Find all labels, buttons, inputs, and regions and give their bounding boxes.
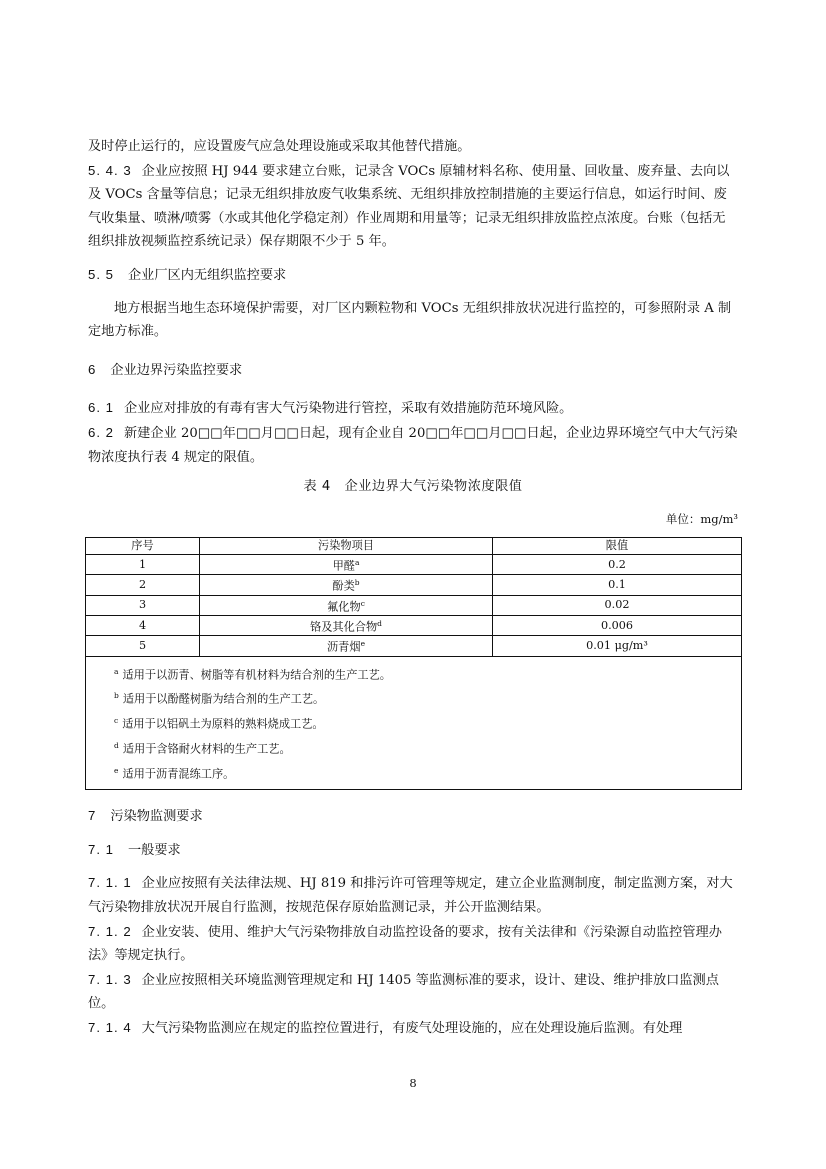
document-body — [88, 135, 738, 1041]
row-limit: 0.02 — [493, 595, 742, 615]
row-pollutant — [200, 575, 493, 595]
paragraph-cont: 及时停止运行的，应设置废气应急处理设施或采取其他替代措施。 — [88, 139, 471, 154]
clause-number: 6. 1 — [88, 400, 114, 416]
note-mark: a — [354, 557, 360, 567]
row-limit: 0.006 — [493, 615, 742, 635]
table-title: 表 4 企业边界大气污染物浓度限值 — [303, 479, 523, 495]
pollutant-name: 铬及其化合物 — [310, 620, 378, 634]
heading-number: 7. 1 — [88, 841, 114, 857]
note-mark: c — [360, 598, 365, 608]
table-row — [86, 615, 742, 635]
clause-text: 新建企业 20□□年□□月□□日起，现有企业自 20□□年□□月□□日起，企业边界环境空气中大气污染物浓度执行表 4 规定的限值。 — [88, 425, 738, 465]
heading-text: 企业厂区内无组织监控要求 — [128, 267, 287, 283]
clause-text: 企业安装、使用、维护大气污染物排放自动监控设备的要求，按有关法律和《污染源自动监控管理办法》等规定执行。 — [88, 924, 722, 964]
row-no: 1 — [86, 554, 200, 574]
clause-7-1-4 — [88, 1016, 738, 1041]
table-note — [114, 661, 741, 686]
row-limit: 0.1 — [493, 575, 742, 595]
row-pollutant — [200, 595, 493, 615]
paragraph-5-5: 地方根据当地生态环境保护需要，对厂区内颗粒物和 VOCs 无组织排放状况进行监控的，可参照附录 A 制定地方标准。 — [88, 300, 732, 340]
row-no: 4 — [86, 615, 200, 635]
clause-7-1-2 — [88, 920, 738, 968]
clause-number: 7. 1. 1 — [88, 875, 132, 891]
row-pollutant — [200, 636, 493, 656]
note-mark: d — [377, 618, 382, 628]
page-number: 8 — [409, 1076, 417, 1090]
row-no: 5 — [86, 636, 200, 656]
clause-number: 6. 2 — [88, 424, 114, 440]
table-row — [86, 595, 742, 615]
pollutant-name: 氟化物 — [327, 600, 361, 614]
note-mark: b — [114, 691, 119, 701]
table-row — [86, 554, 742, 574]
table-unit: 单位：mg/m³ — [665, 511, 738, 526]
pollutant-name: 酚类 — [332, 579, 355, 593]
clause-7-1-3 — [88, 968, 738, 1016]
header-pollutant: 污染物项目 — [200, 538, 493, 555]
heading-6 — [88, 358, 738, 383]
pollutant-name: 沥青烟 — [326, 640, 361, 654]
table-note — [114, 685, 741, 710]
heading-number: 5. 5 — [88, 266, 114, 282]
note-mark: c — [114, 716, 119, 726]
note-text: 适用于含铬耐火材料的生产工艺。 — [122, 743, 291, 757]
heading-7-1 — [88, 838, 738, 863]
heading-number: 7 — [88, 808, 97, 824]
clause-number: 7. 1. 4 — [88, 1019, 132, 1035]
note-mark: e — [114, 766, 119, 776]
table-header-row — [86, 538, 742, 555]
note-text: 适用于以沥青、树脂等有机材料为结合剂的生产工艺。 — [122, 668, 391, 682]
limits-table — [85, 537, 742, 790]
clause-text: 大气污染物监测应在规定的监控位置进行，有废气处理设施的，应在处理设施后监测。有处理 — [141, 1020, 683, 1036]
note-text: 适用于沥青混练工序。 — [122, 768, 235, 782]
row-pollutant — [200, 615, 493, 635]
clause-text: 企业应按照有关法律法规、HJ 819 和排污许可管理等规定，建立企业监测制度，制定监测方案，对大气污染物排放状况开展自行监测，按规范保存原始监测记录，并公开监测结果。 — [88, 876, 733, 916]
table-notes — [86, 656, 742, 790]
clause-6-2 — [88, 421, 738, 469]
row-no: 3 — [86, 595, 200, 615]
clause-text: 企业应按照 HJ 944 要求建立台账，记录含 VOCs 原辅材料名称、使用量、回收量、废弃量、去向以及 VOCs 含量等信息；记录无组织排放废气收集系统、无组织排放控制措施的主要运行信息，如运行时间、废气收集量、喷淋/喷雾（水或其他化学稳定剂）作业周期和用量等；记录无组织排放监控点浓度。台账（包括无组织排放视频监控系统记录）保存期限不少于 5 年。 — [88, 163, 730, 250]
heading-5-5 — [88, 263, 738, 288]
row-no: 2 — [86, 575, 200, 595]
note-mark: d — [114, 741, 119, 751]
note-text: 适用于以铝矾土为原料的熟料烧成工艺。 — [122, 718, 324, 732]
heading-7 — [88, 804, 738, 829]
clause-text: 企业应按照相关环境监测管理规定和 HJ 1405 等监测标准的要求，设计、建设、维护排放口监测点位。 — [88, 972, 719, 1012]
header-limit: 限值 — [493, 538, 742, 555]
clause-5-4-3 — [88, 159, 738, 254]
table-note — [114, 735, 741, 760]
clause-number: 7. 1. 2 — [88, 923, 132, 939]
row-limit: 0.2 — [493, 554, 742, 574]
header-no: 序号 — [86, 538, 200, 555]
note-mark: e — [360, 639, 366, 649]
table-row — [86, 636, 742, 656]
row-pollutant — [200, 554, 493, 574]
pollutant-name: 甲醛 — [332, 559, 355, 573]
table-note — [114, 710, 741, 735]
heading-number: 6 — [88, 361, 97, 377]
clause-number: 7. 1. 3 — [88, 971, 132, 987]
note-text: 适用于以酚醛树脂为结合剂的生产工艺。 — [122, 693, 325, 707]
table-note — [114, 760, 741, 785]
table-notes-row — [86, 656, 742, 790]
table-row — [86, 575, 742, 595]
clause-6-1 — [88, 396, 738, 421]
note-mark: b — [354, 578, 360, 588]
heading-text: 企业边界污染监控要求 — [110, 362, 243, 378]
clause-number: 5. 4. 3 — [88, 162, 132, 178]
heading-text: 一般要求 — [128, 842, 181, 858]
clause-text: 企业应对排放的有毒有害大气污染物进行管控，采取有效措施防范环境风险。 — [124, 401, 573, 417]
clause-7-1-1 — [88, 871, 738, 919]
heading-text: 污染物监测要求 — [110, 809, 203, 825]
note-mark: a — [114, 666, 119, 676]
row-limit: 0.01 μg/m³ — [493, 636, 742, 656]
